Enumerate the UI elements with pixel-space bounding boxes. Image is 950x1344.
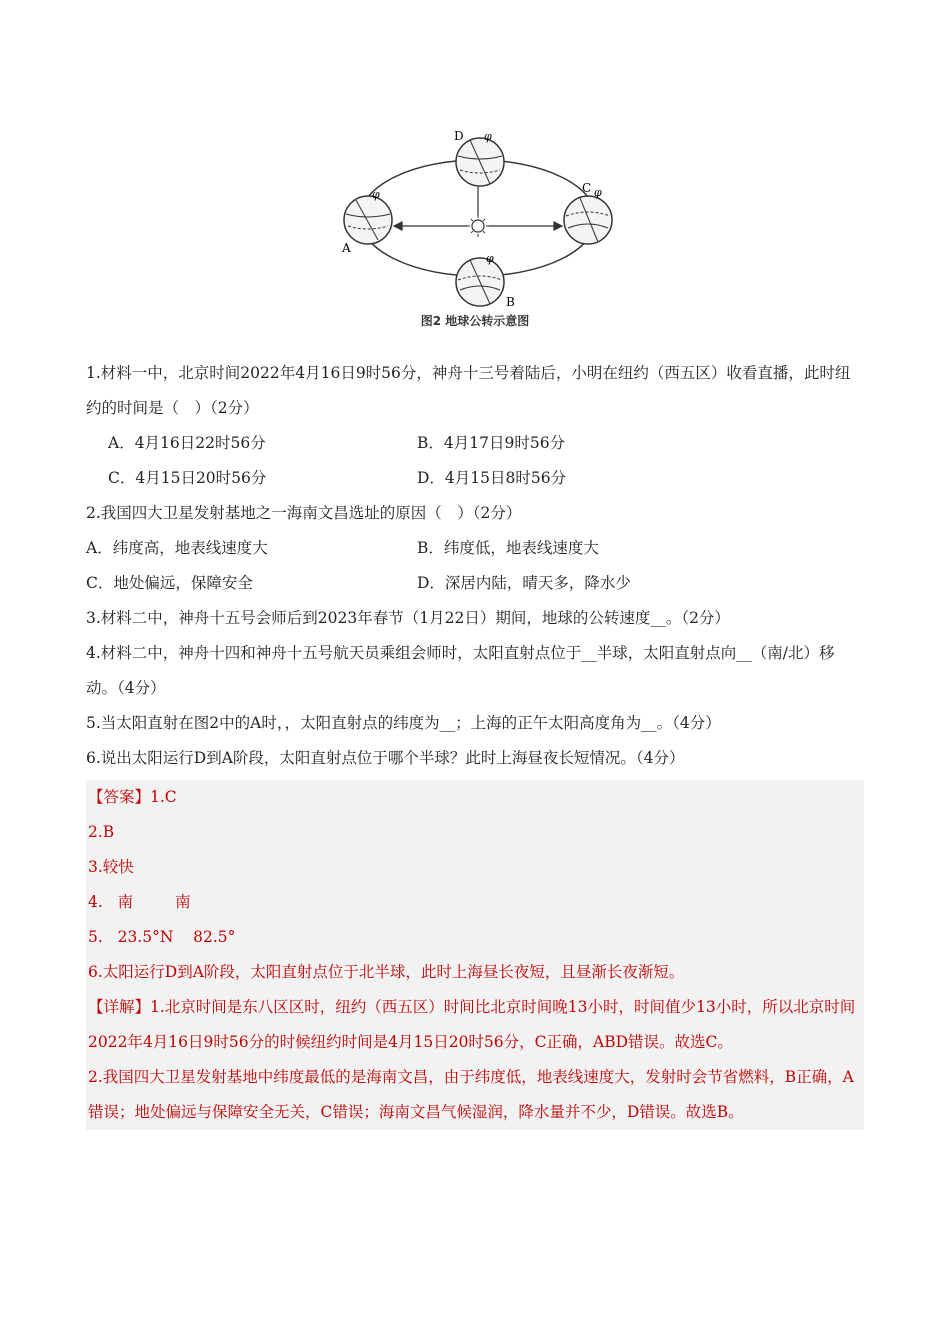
earth-d: [456, 138, 504, 186]
answer-5-blank-1: 23.5°N: [117, 928, 174, 946]
answer-2: 2.B: [88, 823, 115, 841]
question-content: [86, 356, 864, 1130]
q2-option-a: A．纬度高，地表线速度大: [86, 539, 268, 557]
q1-option-a: A．4月16日22时56分: [108, 434, 266, 452]
question-1: 1.材料一中，北京时间2022年4月16日9时56分，神舟十三号着陆后，小明在纽约（西五区）收看直播，此时纽约的时间是（ ）（2分）: [86, 364, 851, 417]
question-1-options: [86, 426, 864, 461]
answer-block: [86, 780, 864, 1130]
answer-6: 6.太阳运行D到A阶段，太阳直射点位于北半球，此时上海昼长夜短，且昼渐长夜渐短。: [88, 963, 685, 981]
q1-option-b: B．4月17日9时56分: [417, 434, 566, 452]
label-b: B: [506, 295, 515, 309]
q1-option-d: D．4月15日8时56分: [417, 469, 567, 487]
label-c: C: [582, 181, 592, 195]
q1-option-c: C．4月15日20时56分: [108, 469, 267, 487]
answer-1: 1.C: [150, 788, 177, 806]
question-4: 4.材料二中，神舟十四和神舟十五号航天员乘组会师时，太阳直射点位于__半球，太阳直射点向__（南/北）移动。（4分）: [86, 644, 835, 697]
figure-caption: 图2 地球公转示意图: [420, 314, 530, 328]
question-2-options-2: [86, 566, 864, 601]
q2-option-b: B．纬度低，地表线速度大: [417, 539, 599, 557]
sun-icon: [467, 215, 489, 237]
q2-option-c: C．地处偏远，保障安全: [86, 574, 253, 592]
earth-c: [564, 196, 612, 244]
phi-d: φ: [484, 130, 492, 143]
earth-revolution-figure: [330, 122, 620, 337]
detail-tag: 【详解】: [88, 998, 151, 1016]
phi-c: φ: [594, 186, 602, 199]
detail-2: 2.我国四大卫星发射基地中纬度最低的是海南文昌，由于纬度低，地表线速度大，发射时会节省燃料，B正确，A错误；地处偏远与保障安全无关，C错误；海南文昌气候湿润，降水量并不少，D错误。故选B。: [88, 1068, 854, 1121]
question-6: 6.说出太阳运行D到A阶段，太阳直射点位于哪个半球？此时上海昼夜长短情况。（4分）: [86, 749, 685, 767]
answer-4-blank-1: 南: [117, 893, 134, 911]
question-1-options-2: [86, 461, 864, 496]
orbit-diagram: [330, 122, 620, 312]
answer-5-blank-2: 82.5°: [193, 928, 236, 946]
question-2-options: [86, 531, 864, 566]
label-a: A: [342, 241, 351, 255]
q2-option-d: D．深居内陆，晴天多，降水少: [417, 574, 631, 592]
answer-tag: 【答案】: [88, 788, 151, 806]
detail-1: 1.北京时间是东八区区时，纽约（西五区）时间比北京时间晚13小时，时间值少13小时，所以北京时间2022年4月16日9时56分的时候纽约时间是4月15日20时56分，C正确，ABD错误。故选C。: [88, 998, 856, 1051]
answer-5: 5. 23.5°N 82.5°: [88, 928, 236, 946]
question-5: 5.当太阳直射在图2中的A时，，太阳直射点的纬度为__；上海的正午太阳高度角为__。（4分）: [86, 714, 721, 732]
earth-b: [456, 258, 504, 306]
answer-4: 4. 南 南: [88, 893, 191, 911]
answer-4-blank-2: 南: [175, 893, 191, 911]
phi-b: φ: [486, 252, 494, 265]
question-2: 2.我国四大卫星发射基地之一海南文昌选址的原因（ ）（2分）: [86, 504, 522, 522]
question-3: 3.材料二中，神舟十五号会师后到2023年春节（1月22日）期间，地球的公转速度__。（2分）: [86, 609, 730, 627]
answer-3: 3.较快: [88, 858, 134, 876]
label-d: D: [454, 129, 464, 143]
phi-a: φ: [372, 188, 380, 201]
earth-a: [344, 196, 392, 244]
